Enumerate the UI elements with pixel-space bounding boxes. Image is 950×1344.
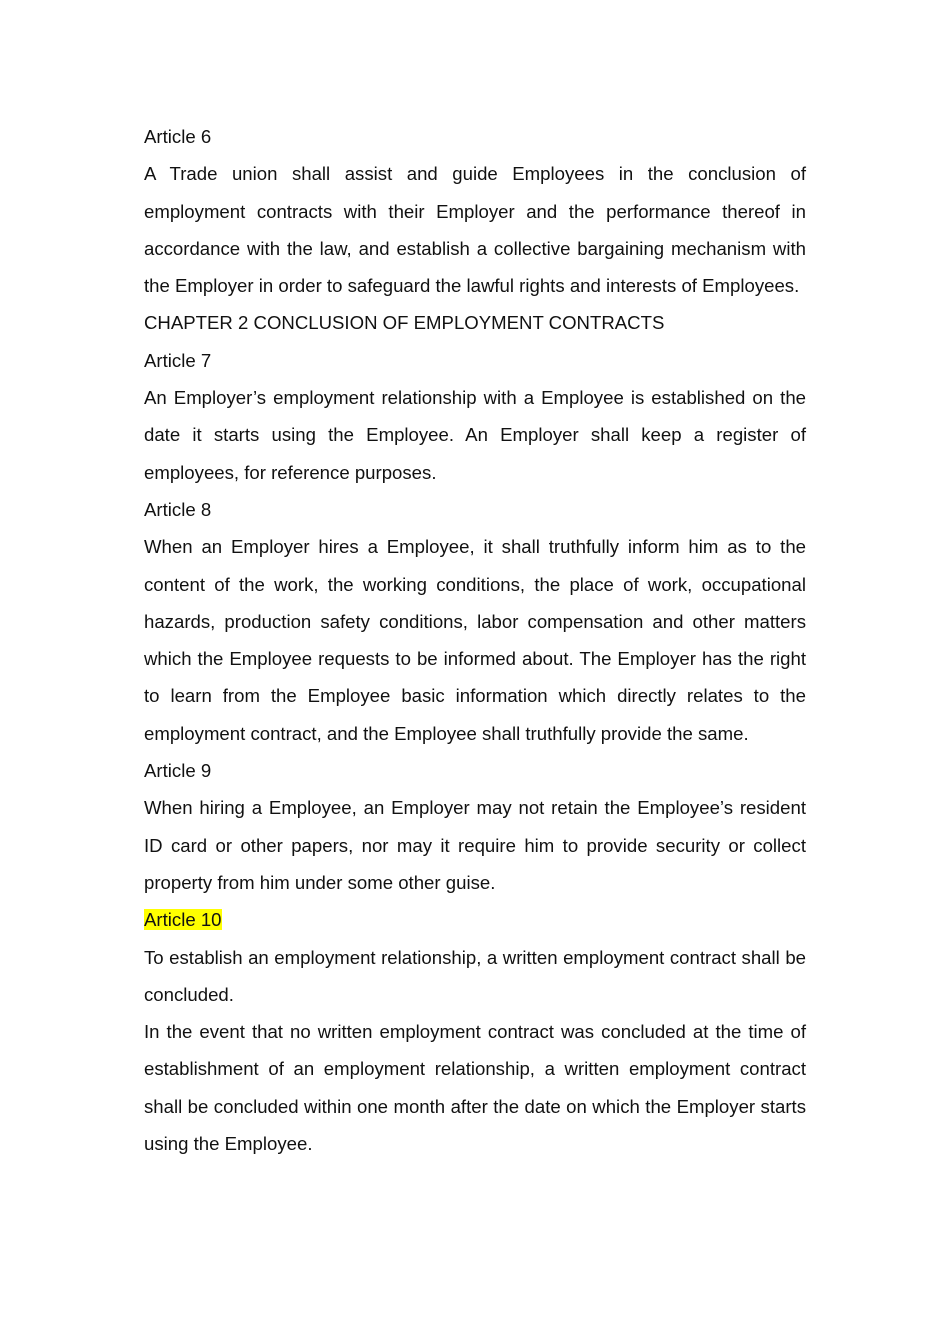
- article-heading-10-highlighted: Article 10: [144, 909, 222, 931]
- article-heading-6: Article 6: [144, 126, 212, 147]
- chapter-heading: CHAPTER 2 CONCLUSION OF EMPLOYMENT CONTRACTS: [144, 312, 665, 334]
- document-body: [144, 118, 806, 1162]
- article-heading-8: Article 8: [144, 498, 212, 520]
- article-6-paragraph: A Trade union shall assist and guide Employees in the conclusion of employment contracts with their Employer and the performance thereof in accordance with the law, and establish a collective bargaining mechanism with the Employer in order to safeguard the lawful rights and interests of Employees.: [144, 163, 806, 297]
- article-7-paragraph: An Employer’s employment relationship with a Employee is established on the date it starts using the Employee. An Employer shall keep a register of employees, for reference purposes.: [144, 387, 806, 483]
- article-10-paragraph-2: In the event that no written employment contract was concluded at the time of establishment of an employment relationship, a written employment contract shall be concluded within one month after the date on which the Employer starts using the Employee.: [144, 1021, 806, 1155]
- article-heading-10-line: [144, 901, 806, 938]
- article-heading-9: Article 9: [144, 760, 212, 782]
- article-9-paragraph: When hiring a Employee, an Employer may not retain the Employee’s resident ID card or other papers, nor may it require him to provide security or collect property from him under some other guise.: [144, 797, 806, 893]
- article-10-paragraph-1: To establish an employment relationship, a written employment contract shall be concluded.: [144, 946, 806, 1005]
- article-8-paragraph: When an Employer hires a Employee, it shall truthfully inform him as to the content of the work, the working conditions, the place of work, occupational hazards, production safety conditions, labor compensation and other matters which the Employee requests to be informed about. The Employer has the right to learn from the Employee basic information which directly relates to the employment contract, and the Employee shall truthfully provide the same.: [144, 536, 806, 744]
- article-heading-7: Article 7: [144, 349, 212, 371]
